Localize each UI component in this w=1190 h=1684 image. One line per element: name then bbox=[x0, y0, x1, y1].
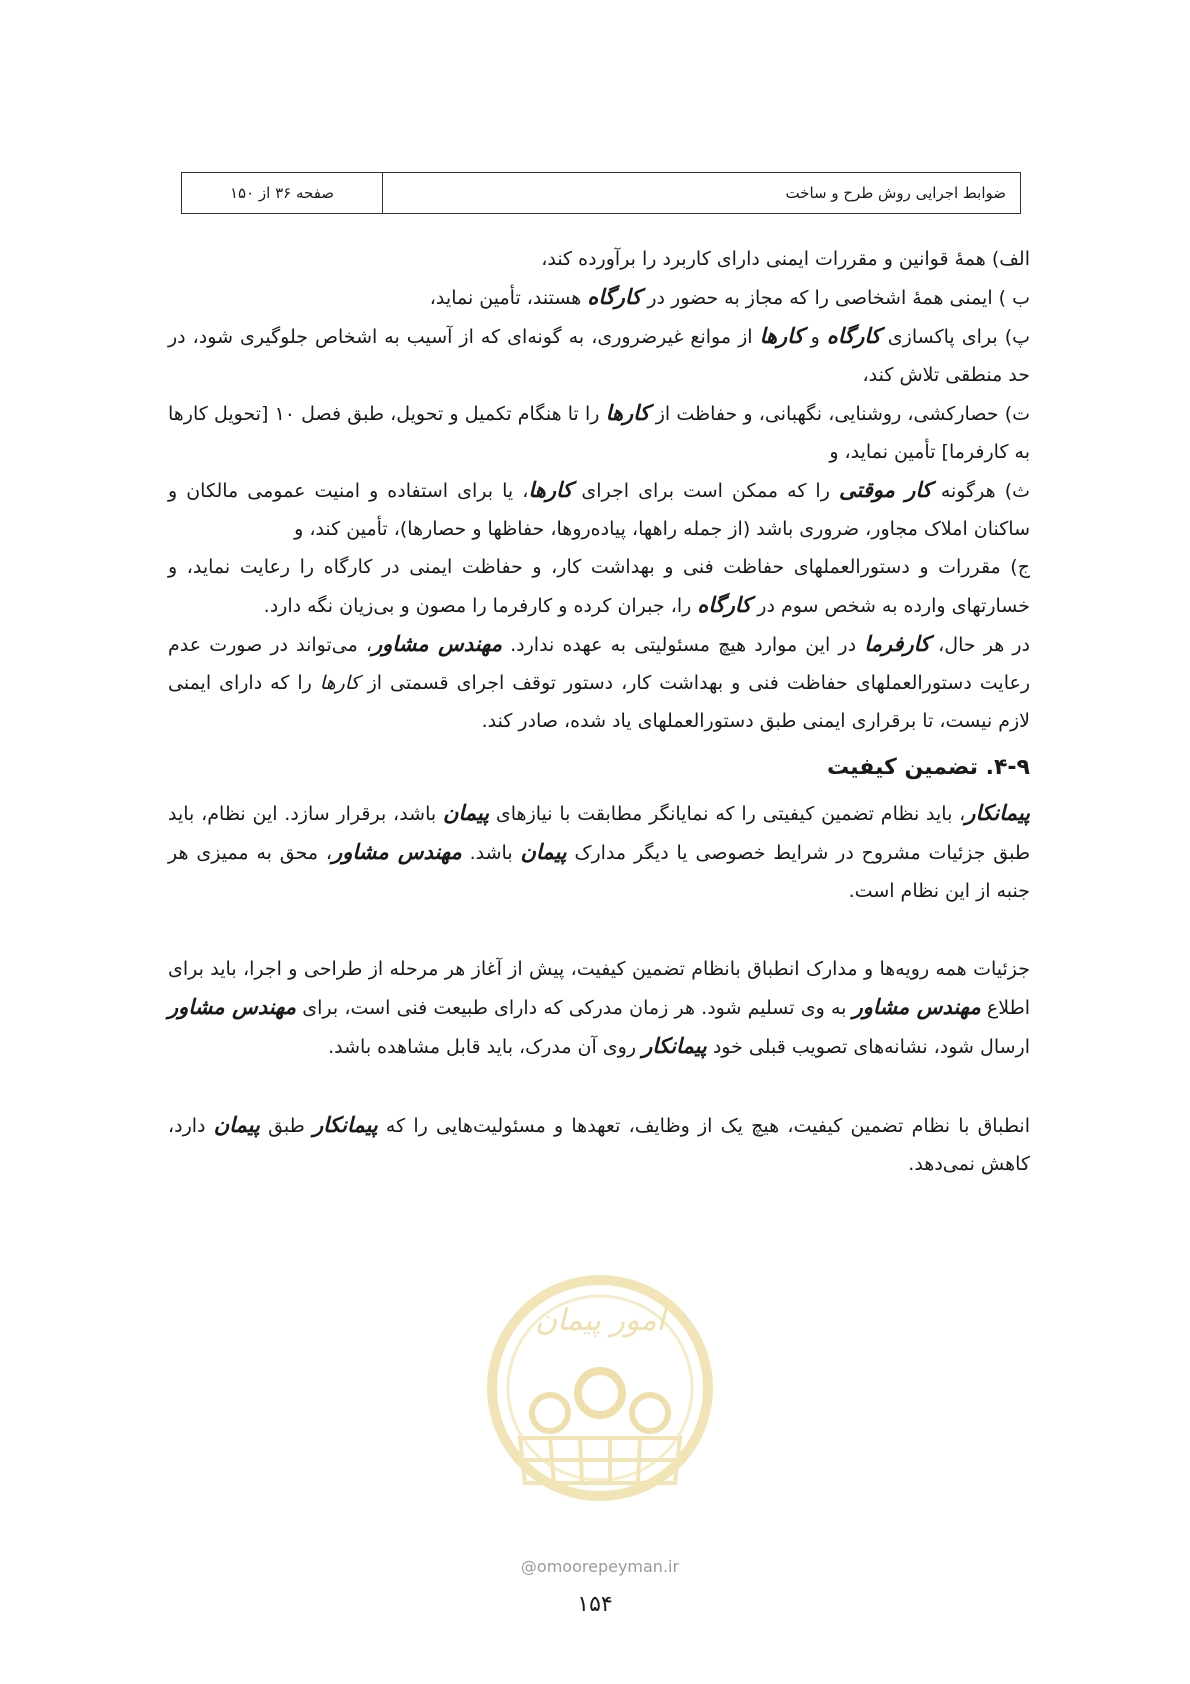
defined-term: پیمان bbox=[442, 801, 490, 825]
defined-term: پیمان bbox=[520, 840, 567, 864]
page-number: ۱۵۴ bbox=[577, 1592, 613, 1617]
document-title: ضوابط اجرایی روش طرح و ساخت bbox=[382, 173, 1020, 213]
defined-term: کارها bbox=[528, 478, 573, 502]
list-item-pe: پ) برای پاکسازی کارگاه و کارها از موانع غیرضروری، به گونه‌ای که از آسیب به اشخاص جلوگیری شود، در حد منطقی تلاش کند، bbox=[168, 324, 1030, 386]
defined-term-light: کارها bbox=[319, 672, 360, 694]
defined-term: پیمانکار bbox=[313, 1113, 378, 1137]
list-item-be: ب ) ایمنی همهٔ اشخاصی را که مجاز به حضور در کارگاه هستند، تأمین نماید، bbox=[429, 285, 1030, 309]
defined-term: کار موقتی bbox=[838, 478, 932, 502]
list-item-se: ث) هرگونه کار موقتی را که ممکن است برای اجرای کارها، یا برای استفاده و امنیت عمومی مالکان و ساکنان املاک مجاور، ضروری باشد (از جمله راهها، پیاده‌روها، حفاظها و حصارها)، تأمین کند، و bbox=[168, 478, 1031, 540]
spacer bbox=[168, 910, 1030, 950]
note-paragraph: در هر حال، کارفرما در این موارد هیچ مسئولیتی به عهده ندارد. مهندس مشاور، می‌تواند در صورت عدم رعایت دستورالعملهای حفاظت فنی و بهداشت کار، دستور توقف اجرای قسمتی از کارها را که دارای ایمنی لازم نیست، تا برقراری ایمنی طبق دستورالعملهای یاد شده، صادر کند. bbox=[168, 632, 1031, 732]
page-reference: صفحه ۳۶ از ۱۵۰ bbox=[229, 184, 335, 202]
list-item-alef: الف) همهٔ قوانین و مقررات ایمنی دارای کاربرد را برآورده کند، bbox=[541, 248, 1030, 270]
defined-term: پیمانکار bbox=[642, 1034, 707, 1058]
defined-term: کارگاه bbox=[587, 285, 642, 309]
section-paragraph-1: پیمانکار، باید نظام تضمین کیفیتی را که نمایانگر مطابقت با نیازهای پیمان باشد، برقرار سازد. این نظام، باید طبق جزئیات مشروح در شرایط خصوصی یا دیگر مدارک پیمان باشد. مهندس مشاور، محق به ممیزی هر جنبه از این نظام است. bbox=[168, 801, 1031, 902]
defined-term: پیمان bbox=[213, 1113, 260, 1137]
defined-term: مهندس مشاور bbox=[332, 840, 462, 864]
section-paragraph-2: جزئیات همه رویه‌ها و مدارک انطباق بانظام تضمین کیفیت، پیش از آغاز هر مرحله از طراحی و اجرا، باید برای اطلاع مهندس مشاور به وی تسلیم شود. هر زمان مدرکی که دارای طبیعت فنی است، برای مهندس مشاور ارسال شود، نشانه‌های تصویب قبلی خود پیمانکار روی آن مدرک، باید قابل مشاهده باشد. bbox=[168, 958, 1030, 1058]
page-header bbox=[181, 172, 1021, 214]
spacer bbox=[168, 1066, 1030, 1106]
defined-term: کارگاه bbox=[697, 593, 752, 617]
section-paragraph-3: انطباق با نظام تضمین کیفیت، هیچ یک از وظایف، تعهدها و مسئولیت‌هایی را که پیمانکار طبق پیمان دارد، کاهش نمی‌دهد. bbox=[168, 1113, 1030, 1175]
defined-term: مهندس مشاور bbox=[372, 632, 502, 656]
watermark-logo bbox=[480, 1268, 720, 1568]
defined-term: کارگاه bbox=[826, 324, 881, 348]
defined-term: کارفرما bbox=[864, 632, 931, 656]
watermark-site-text: @omoorepeyman.ir bbox=[520, 1557, 680, 1576]
watermark-logo-text: امور پیمان bbox=[535, 1303, 665, 1338]
defined-term: مهندس مشاور bbox=[168, 995, 297, 1019]
section-heading: ۴-۹. تضمین کیفیت bbox=[826, 755, 1030, 780]
document-body bbox=[168, 240, 1030, 1183]
defined-term: مهندس مشاور bbox=[852, 995, 981, 1019]
list-item-jim: ج) مقررات و دستورالعملهای حفاظت فنی و بهداشت کار، و حفاظت ایمنی در کارگاه را رعایت نماید، و خسارتهای وارده به شخص سوم در کارگاه را، جبران کرده و کارفرما را مصون و بی‌زیان نگه دارد. bbox=[168, 556, 1030, 617]
defined-term: پیمانکار bbox=[965, 801, 1030, 825]
defined-term: کارها bbox=[605, 401, 650, 425]
defined-term: کارها bbox=[759, 324, 804, 348]
list-item-te: ت) حصارکشی، روشنایی، نگهبانی، و حفاظت از کارها را تا هنگام تکمیل و تحویل، طبق فصل ۱۰ [تحویل کارها به کارفرما] تأمین نماید، و bbox=[168, 401, 1030, 463]
